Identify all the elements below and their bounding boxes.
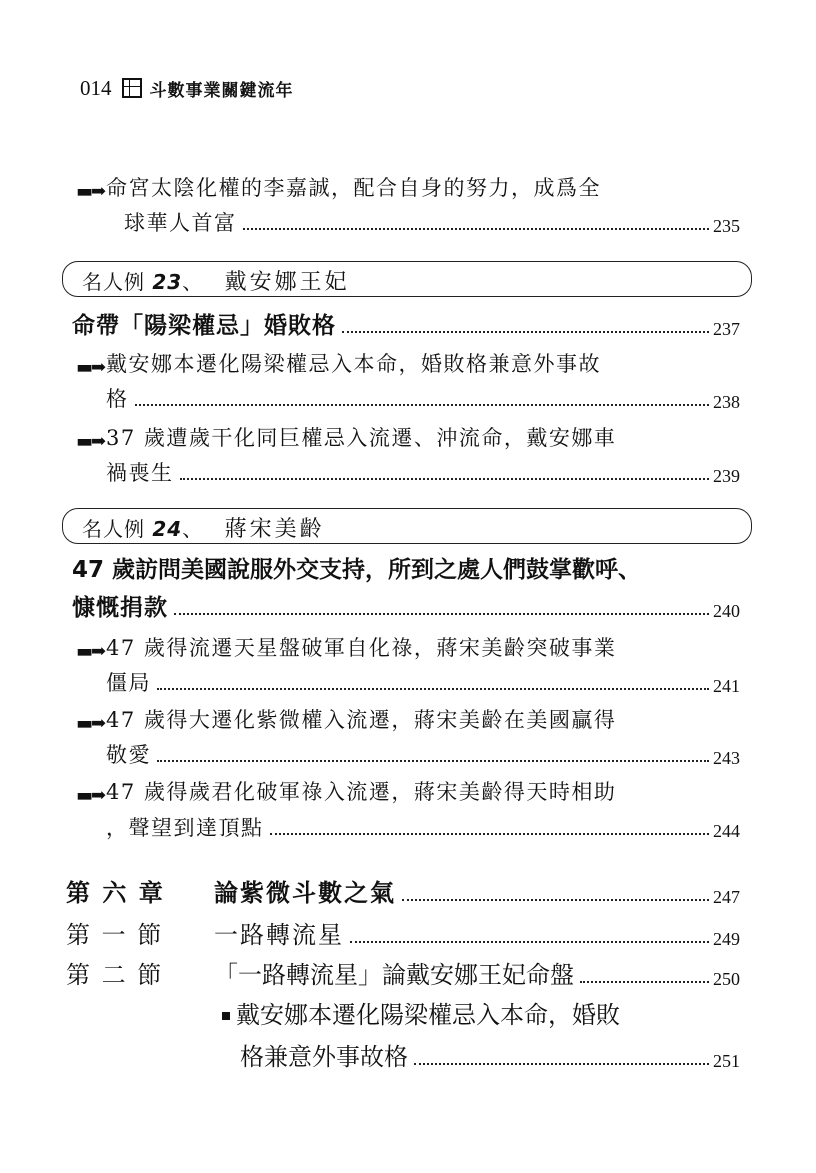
chapter-label: 第 六 章 <box>66 879 165 907</box>
dot-leader <box>270 833 710 835</box>
dot-leader <box>180 478 710 480</box>
sub-entry[interactable]: 格兼意外事故格 251 <box>240 1043 740 1071</box>
toc-entry[interactable]: ，聲望到達頂點 244 <box>106 816 740 841</box>
toc-entry-line1: ▬➡ 37 歲遭歲干化同巨權忌入流遷、沖流命，戴安娜車 <box>76 426 617 452</box>
arrow-icon: ▬➡ <box>76 641 105 662</box>
toc-entry-line1: ▬➡ 戴安娜本遷化陽梁權忌入本命，婚敗格兼意外事故 <box>76 352 601 378</box>
section-label: 第 一 節 <box>66 921 164 949</box>
section-title-entry[interactable]: 慷慨捐款 240 <box>72 595 740 621</box>
sub-entry-line1: 戴安娜本遷化陽梁權忌入本命，婚敗 <box>222 992 742 1030</box>
section-entry[interactable]: 第 一 節 一路轉流星 249 <box>66 912 740 950</box>
toc-entry-line1: ▬➡ 47 歲得大遷化紫微權入流遷，蔣宋美齡在美國贏得 <box>76 708 617 734</box>
arrow-icon: ▬➡ <box>76 431 105 452</box>
book-grid-icon <box>122 78 142 98</box>
section-label: 第 二 節 <box>66 961 164 989</box>
section-title-entry[interactable]: 命帶「陽梁權忌」婚敗格 237 <box>72 306 740 340</box>
chapter-entry[interactable]: 第 六 章 論紫微斗數之氣 247 <box>66 870 740 908</box>
toc-entry[interactable]: 僵局 241 <box>106 671 740 696</box>
toc-entry-line1: ▬➡ 命宮太陰化權的李嘉誠，配合自身的努力，成爲全 <box>76 176 601 202</box>
dot-leader <box>414 1063 709 1065</box>
toc-entry-line1: ▬➡ 47 歲得流遷天星盤破軍自化祿，蔣宋美齡突破事業 <box>76 636 617 662</box>
section-title: 一路轉流星 <box>214 921 344 949</box>
page-header <box>80 74 294 102</box>
arrow-icon: ▬➡ <box>76 785 105 806</box>
case-banner-23: 名人例 23、 戴安娜王妃 <box>62 261 752 297</box>
case-name: 戴安娜王妃 <box>224 270 350 295</box>
arrow-icon: ▬➡ <box>76 181 105 202</box>
chapter-title: 論紫微斗數之氣 <box>214 879 396 907</box>
dot-leader <box>174 613 709 615</box>
toc-entry[interactable]: 敬愛 243 <box>106 743 740 768</box>
section-title: 「一路轉流星」論戴安娜王妃命盤 <box>214 961 574 989</box>
toc-entry[interactable]: 格 238 <box>106 387 740 412</box>
section-entry[interactable]: 第 二 節 「一路轉流星」論戴安娜王妃命盤 250 <box>66 952 740 990</box>
dot-leader <box>580 981 709 983</box>
page-ref: 235 <box>713 216 740 236</box>
case-name: 蔣宋美齡 <box>224 517 325 542</box>
dot-leader <box>243 228 710 230</box>
bullet-square-icon <box>222 1012 230 1020</box>
toc-entry[interactable]: 球華人首富 235 <box>124 211 740 236</box>
toc-entry[interactable]: 禍喪生 239 <box>106 461 740 486</box>
arrow-icon: ▬➡ <box>76 357 105 378</box>
dot-leader <box>157 760 709 762</box>
dot-leader <box>157 688 709 690</box>
page-number: 014 <box>80 75 112 100</box>
dot-leader <box>350 941 709 943</box>
dot-leader <box>402 899 709 901</box>
dot-leader <box>135 404 710 406</box>
case-banner-24: 名人例 24、 蔣宋美齡 <box>62 508 752 544</box>
section-title-line1: 47 歲訪問美國說服外交支持，所到之處人們鼓掌歡呼、 <box>72 557 642 583</box>
section-title: 命帶「陽梁權忌」婚敗格 <box>72 313 336 339</box>
book-title: 斗數事業關鍵流年 <box>149 80 294 101</box>
dot-leader <box>342 331 709 333</box>
toc-entry-line1: ▬➡ 47 歲得歲君化破軍祿入流遷，蔣宋美齡得天時相助 <box>76 780 617 806</box>
arrow-icon: ▬➡ <box>76 713 105 734</box>
